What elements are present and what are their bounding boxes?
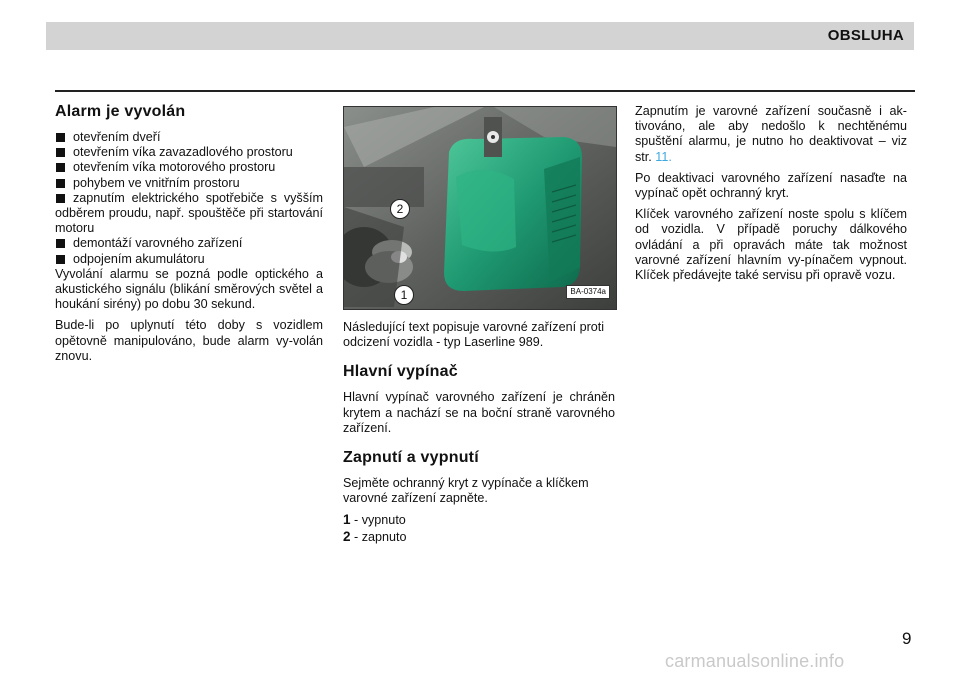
item-text: - vypnuto: [350, 513, 406, 528]
list-item: [55, 191, 323, 237]
list-item-text: otevřením dveří: [73, 130, 161, 144]
paragraph-activation: [635, 104, 907, 165]
bullet-square-icon: [56, 194, 65, 203]
column-middle: [343, 106, 615, 545]
watermark: carmanualsonline.info: [665, 651, 845, 671]
paragraph-cover: Po deaktivaci varovného zařízení nasaďte na vypínač opět ochranný kryt.: [635, 170, 907, 201]
list-item: [343, 529, 615, 545]
item-number: 2: [343, 528, 351, 544]
alarm-device-illustration: [344, 107, 616, 309]
paragraph-switch-on: Sejměte ochranný kryt z vypínače a klíčkem varovné zařízení zapněte.: [343, 476, 589, 506]
list-item: [55, 145, 323, 160]
list-item: [343, 512, 615, 528]
paragraph-activation-text: Zapnutím je varovné zařízení současně i ak-tivováno, ale aby nedošlo k nechtěnému spuštění alarmu, je nutno ho deaktivovat – viz str.: [635, 104, 907, 164]
device-photo: [343, 106, 617, 310]
heading-switch-on-off: Zapnutí a vypnutí: [343, 449, 479, 467]
header-bar: [46, 22, 914, 50]
list-item-text: zapnutím elektrického spotřebiče s vyšším odběrem proudu, např. spouštěče při startování motoru: [55, 190, 323, 236]
bullet-square-icon: [56, 148, 65, 157]
list-item-text: otevřením víka zavazadlového prostoru: [73, 145, 293, 160]
paragraph-alarm-signal: Vyvolání alarmu se pozná podle optického a akustického signálu (blikání směrových světel a houkání sirény) po dobu 30 sekund.: [55, 266, 323, 312]
column-right: [635, 104, 907, 283]
paragraph-alarm-repeat: Bude-li po uplynutí této doby s vozidlem opětovně manipulováno, bude alarm vy-volán znovu.: [55, 318, 323, 363]
list-item: [55, 176, 323, 191]
column-left: [55, 102, 323, 364]
list-item: [55, 130, 323, 145]
callout-1: 1: [394, 285, 414, 305]
section-title: OBSLUHA: [827, 27, 904, 44]
list-item-text: odpojením akumulátoru: [73, 251, 205, 266]
paragraph-key: Klíček varovného zařízení noste spolu s klíčem od vozidla. V případě poruchy dálkového ovládání a při opravách máte tak možnost varovné zařízení hlavním vy-pínačem vypnout. Klíček předávejte také servisu při opravě vozu.: [635, 207, 907, 283]
list-item-text: otevřením víka motorového prostoru: [73, 160, 276, 175]
heading-alarm-triggered: Alarm je vyvolán: [55, 103, 186, 120]
list-item: [55, 236, 323, 251]
callout-2: 2: [390, 199, 410, 219]
paragraph-intro: Následující text popisuje varovné zařízení proti odcizení vozidla - typ Laserline 989.: [343, 320, 605, 350]
list-item: [55, 252, 323, 267]
bullet-square-icon: [56, 163, 65, 172]
page-reference-link[interactable]: 11.: [655, 149, 672, 164]
bullet-square-icon: [56, 133, 65, 142]
list-item-text: demontáží varovného zařízení: [73, 236, 243, 251]
page-number: 9: [902, 629, 912, 648]
bullet-square-icon: [56, 239, 65, 248]
bullet-square-icon: [56, 179, 65, 188]
paragraph-main-switch: Hlavní vypínač varovného zařízení je chráněn krytem a nachází se na boční straně varovného zařízení.: [343, 390, 615, 435]
heading-main-switch: Hlavní vypínač: [343, 363, 458, 381]
figure-label: BA-0374a: [566, 285, 610, 299]
header-rule: [55, 90, 915, 92]
item-text: - zapnuto: [350, 529, 407, 544]
bullet-square-icon: [56, 255, 65, 264]
list-item: [55, 160, 323, 175]
item-number: 1: [343, 512, 351, 528]
list-item-text: pohybem ve vnitřním prostoru: [73, 175, 240, 190]
